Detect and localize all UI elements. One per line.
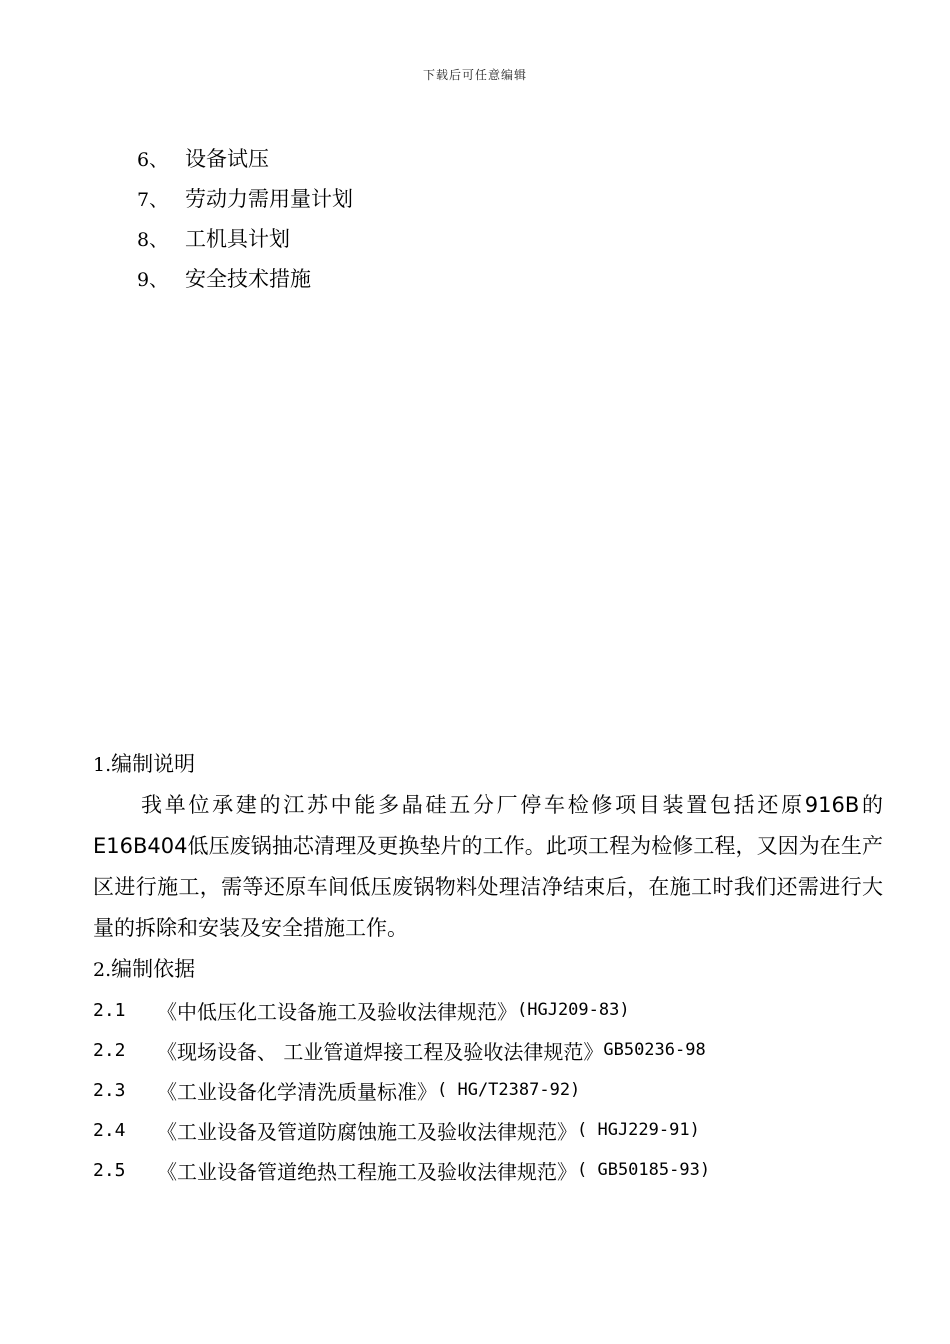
toc-item-label: 劳动力需用量计划	[185, 187, 353, 211]
toc-item	[137, 258, 353, 298]
reference-item	[93, 1150, 883, 1190]
section-title: 编制说明	[111, 752, 196, 776]
header-note: 下载后可任意编辑	[422, 68, 527, 82]
reference-title: 《工业设备化学清洗质量标准》	[157, 1079, 437, 1104]
reference-number: 2.1	[93, 999, 126, 1021]
section-number: 1.	[93, 754, 112, 776]
toc-item-number: 9、	[137, 268, 169, 291]
reference-code: ( GB50185-93)	[577, 1160, 711, 1180]
section-title: 编制依据	[111, 957, 196, 981]
toc-item-number: 7、	[137, 188, 169, 211]
reference-code: ( HGJ229-91)	[577, 1120, 700, 1140]
toc-item-number: 6、	[137, 148, 169, 171]
section-heading-compilation-basis	[93, 949, 883, 990]
toc-item-label: 设备试压	[185, 147, 269, 171]
reference-number: 2.5	[93, 1159, 126, 1181]
reference-title: 《现场设备、 工业管道焊接工程及验收法律规范》	[157, 1039, 604, 1064]
toc-item-number: 8、	[137, 228, 169, 251]
section-number: 2.	[93, 959, 112, 981]
reference-title: 《工业设备管道绝热工程施工及验收法律规范》	[157, 1159, 577, 1184]
reference-title: 《工业设备及管道防腐蚀施工及验收法律规范》	[157, 1119, 577, 1144]
table-of-contents	[137, 138, 353, 298]
toc-item	[137, 218, 353, 258]
toc-item-label: 安全技术措施	[185, 267, 311, 291]
reference-number: 2.3	[93, 1079, 126, 1101]
reference-title: 《中低压化工设备施工及验收法律规范》	[157, 999, 517, 1024]
document-body	[93, 744, 883, 1190]
reference-code: (HGJ209-83)	[517, 1000, 630, 1020]
section-heading-compilation-notes	[93, 744, 883, 785]
toc-item	[137, 138, 353, 178]
toc-item	[137, 178, 353, 218]
reference-number: 2.2	[93, 1039, 126, 1061]
reference-item	[93, 1030, 883, 1070]
reference-item	[93, 1110, 883, 1150]
section-paragraph: 我单位承建的江苏中能多晶硅五分厂停车检修项目装置包括还原916B的E16B404低压废锅抽芯清理及更换垫片的工作。此项工程为检修工程，又因为在生产区进行施工，需等还原车间低压废锅物料处理洁净结束后，在施工时我们还需进行大量的拆除和安装及安全措施工作。	[93, 793, 883, 940]
reference-item	[93, 1070, 883, 1110]
reference-code: ( HG/T2387-92)	[437, 1080, 581, 1100]
reference-code: GB50236-98	[603, 1040, 706, 1060]
reference-number: 2.4	[93, 1119, 126, 1141]
toc-item-label: 工机具计划	[185, 227, 290, 251]
reference-item	[93, 990, 883, 1030]
